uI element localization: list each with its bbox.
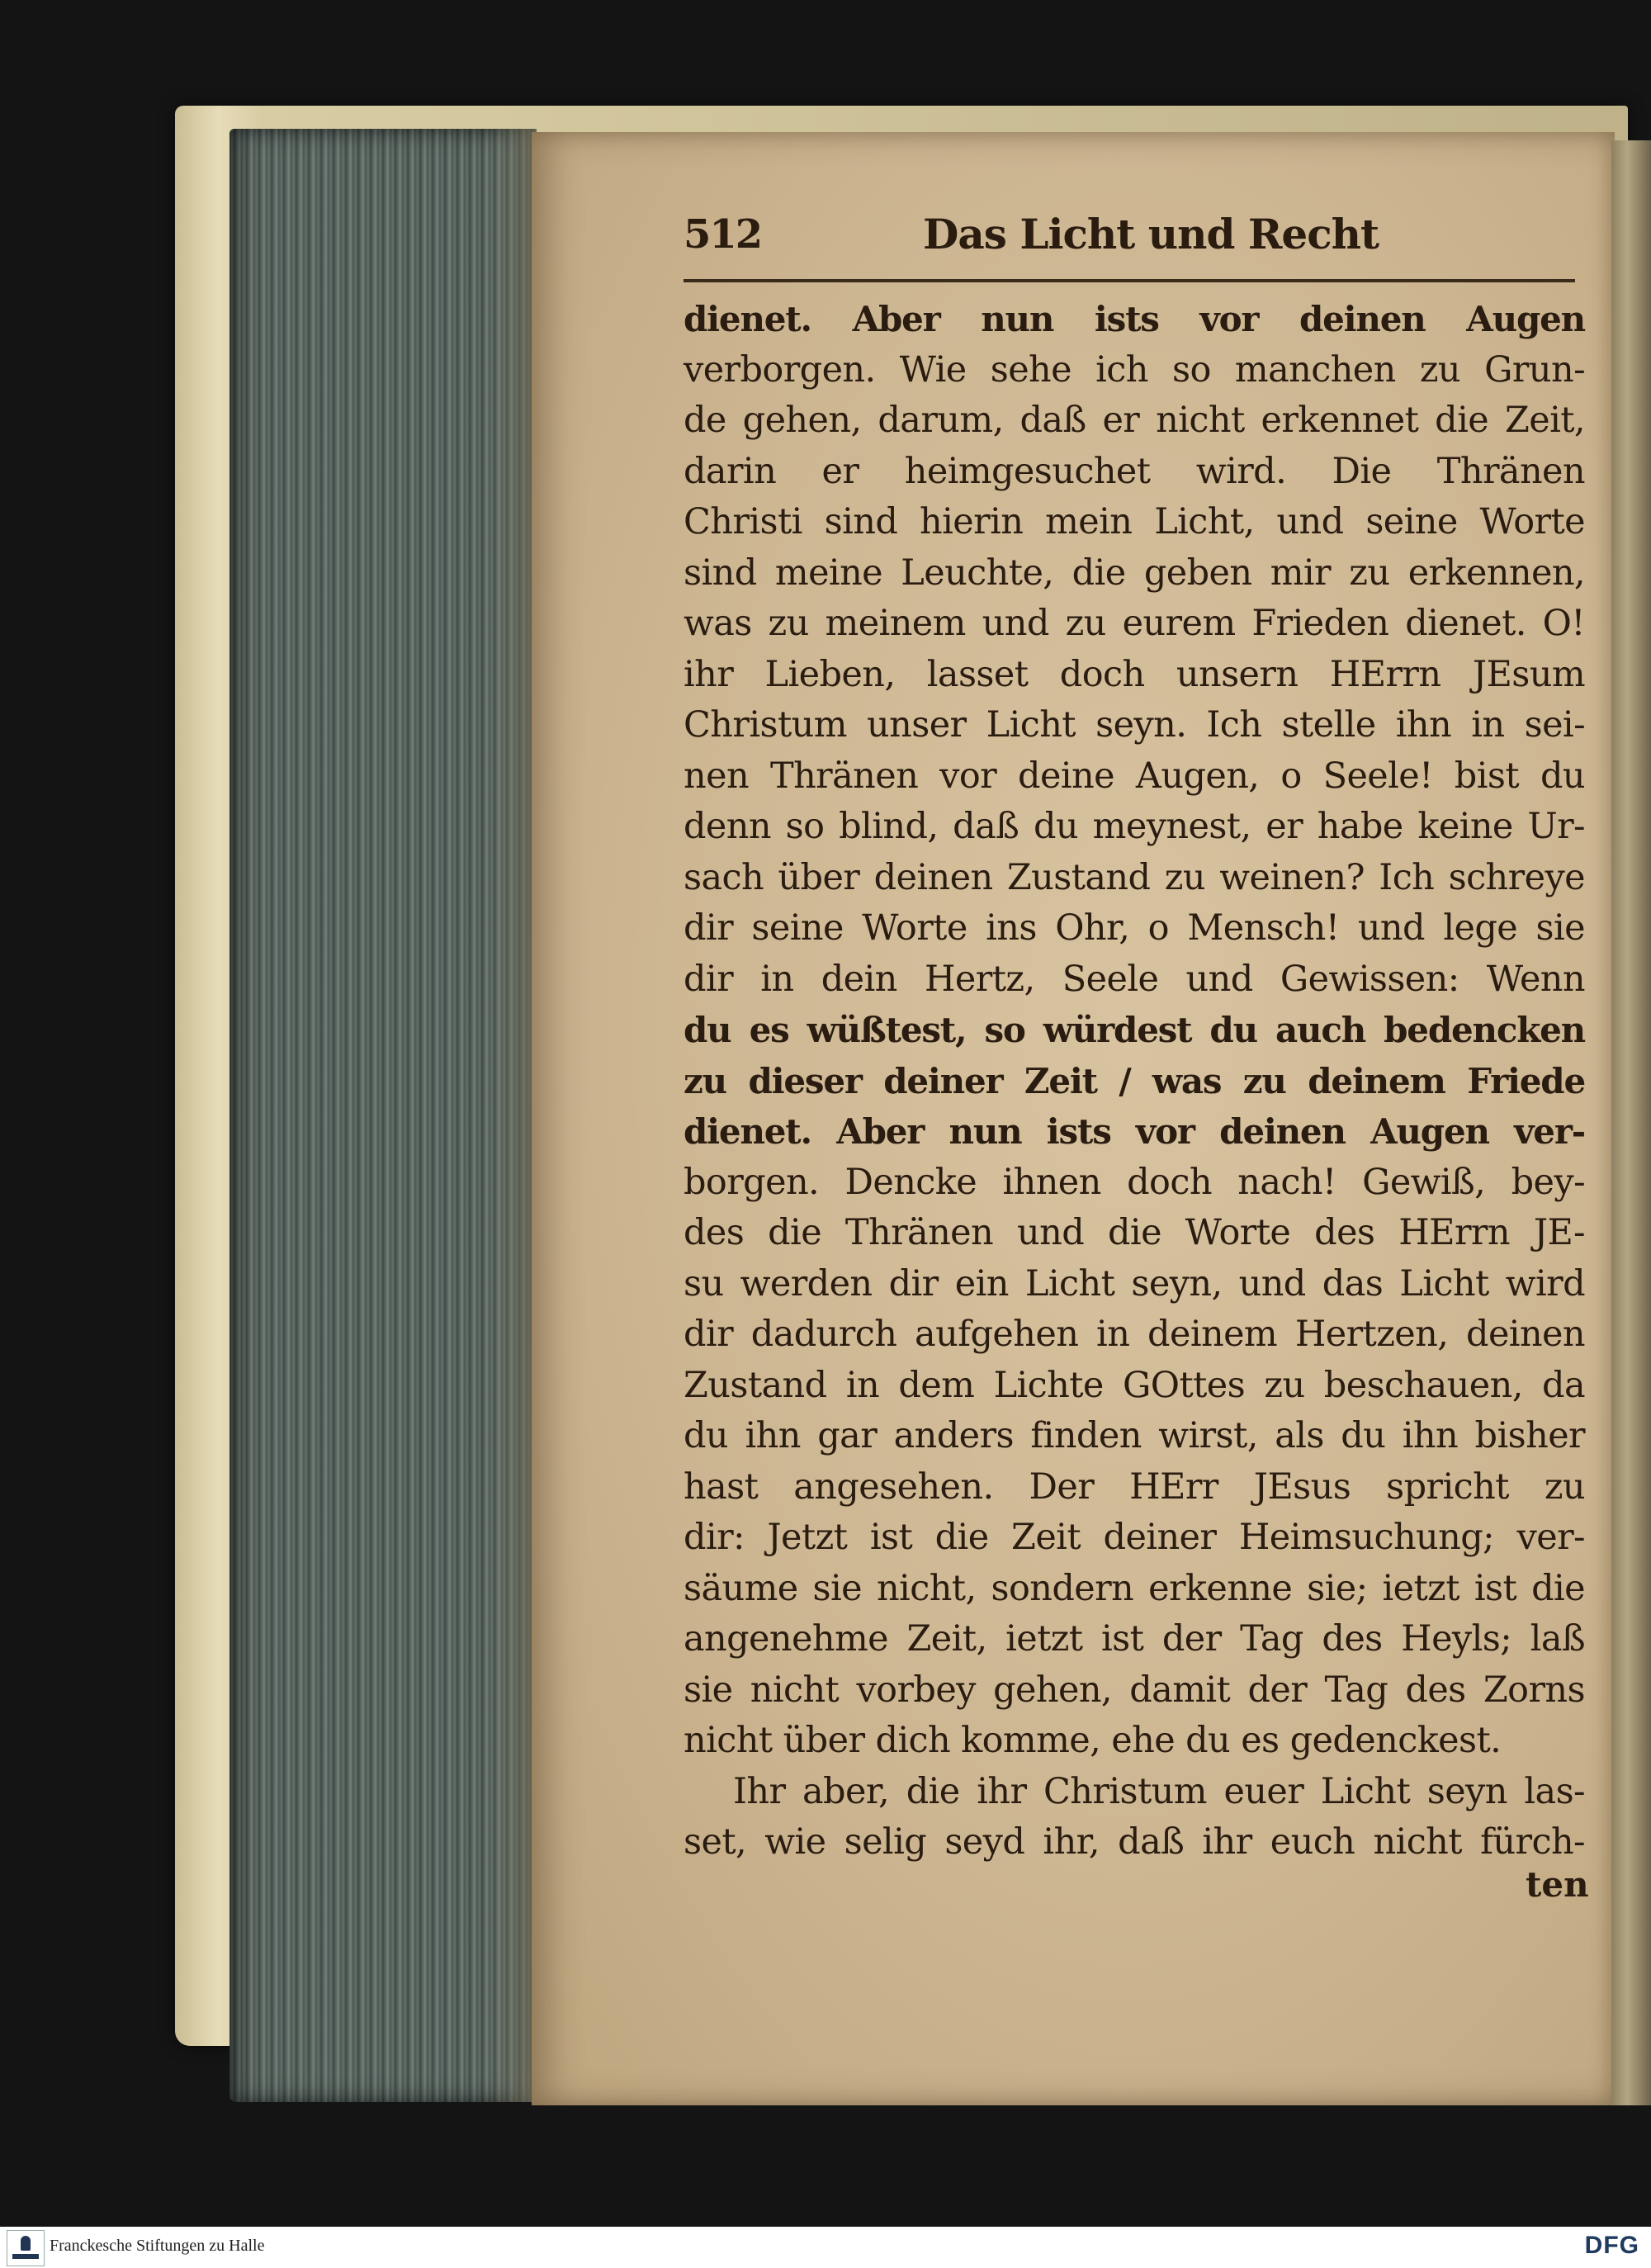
text-line: dir dadurch aufgehen in deinem Hertzen, deinen	[684, 1314, 1585, 1355]
body-text	[684, 294, 1585, 1868]
text-line: dir in dein Hertz, Seele und Gewissen: Wenn	[684, 958, 1585, 1000]
header-rule	[684, 279, 1575, 282]
text-line: de gehen, darum, daß er nicht erkennet die Zeit,	[684, 400, 1585, 441]
text-line: su werden dir ein Licht seyn, und das Licht wird	[684, 1262, 1585, 1304]
text-line: Christum unser Licht seyn. Ich stelle ihn in sei-	[684, 704, 1585, 746]
text-line: ihr Lieben, lasset doch unsern HErrn JEsum	[684, 653, 1585, 695]
text-line: denn so blind, daß du meynest, er habe keine Ur-	[684, 806, 1585, 847]
institution-logo-icon	[7, 2230, 45, 2266]
text-line: sach über deinen Zustand zu weinen? Ich schreye	[684, 856, 1585, 898]
text-line: des die Thränen und die Worte des HErrn JE-	[684, 1212, 1585, 1253]
text-line: was zu meinem und zu eurem Frieden dienet. O!	[684, 603, 1585, 644]
text-line: angenehme Zeit, ietzt ist der Tag des Heyls; laß	[684, 1618, 1585, 1660]
text-line: dienet. Aber nun ists vor deinen Augen ver-	[684, 1111, 1585, 1152]
text-line: nen Thränen vor deine Augen, o Seele! bist du	[684, 755, 1585, 797]
footer-bar	[0, 2227, 1651, 2268]
text-line: Christi sind hierin mein Licht, und seine Worte	[684, 501, 1585, 542]
institution-name: Franckesche Stiftungen zu Halle	[50, 2237, 265, 2255]
running-title: Das Licht und Recht	[923, 210, 1379, 258]
catchword: ten	[1526, 1864, 1589, 1905]
text-line: dir: Jetzt ist die Zeit deiner Heimsuchung; ver-	[684, 1517, 1585, 1558]
dfg-logo: DFG	[1584, 2232, 1639, 2259]
text-line: borgen. Dencke ihnen doch nach! Gewiß, bey-	[684, 1161, 1585, 1203]
text-line: Ihr aber, die ihr Christum euer Licht seyn las-	[733, 1770, 1585, 1812]
text-line: du es wüßtest, so würdest du auch bedencken	[684, 1010, 1585, 1050]
text-line: hast angesehen. Der HErr JEsus spricht zu	[684, 1465, 1585, 1508]
page-edges	[229, 129, 537, 2102]
text-line: dienet. Aber nun ists vor deinen Augen	[684, 299, 1585, 339]
text-line: Zustand in dem Lichte GOttes zu beschauen, da	[684, 1364, 1585, 1406]
text-line: set, wie selig seyd ihr, daß ihr euch nicht fürch-	[684, 1821, 1585, 1863]
text-line: darin er heimgesuchet wird. Die Thränen	[684, 450, 1585, 492]
running-head	[684, 203, 1583, 277]
text-line: sie nicht vorbey gehen, damit der Tag des Zorns	[684, 1669, 1585, 1711]
text-line: zu dieser deiner Zeit / was zu deinem Friede	[684, 1060, 1585, 1101]
text-line: du ihn gar anders finden wirst, als du ihn bisher	[684, 1415, 1585, 1456]
page-number: 512	[684, 211, 762, 258]
text-line: verborgen. Wie sehe ich so manchen zu Grun-	[684, 348, 1585, 391]
text-line: dir seine Worte ins Ohr, o Mensch! und lege sie	[684, 907, 1585, 949]
text-line: nicht über dich komme, ehe du es gedenckest.	[684, 1720, 1502, 1761]
facing-page-edge	[1611, 140, 1651, 2105]
text-line: säume sie nicht, sondern erkenne sie; ietzt ist die	[684, 1567, 1585, 1609]
text-line: sind meine Leuchte, die geben mir zu erkennen,	[684, 552, 1585, 594]
